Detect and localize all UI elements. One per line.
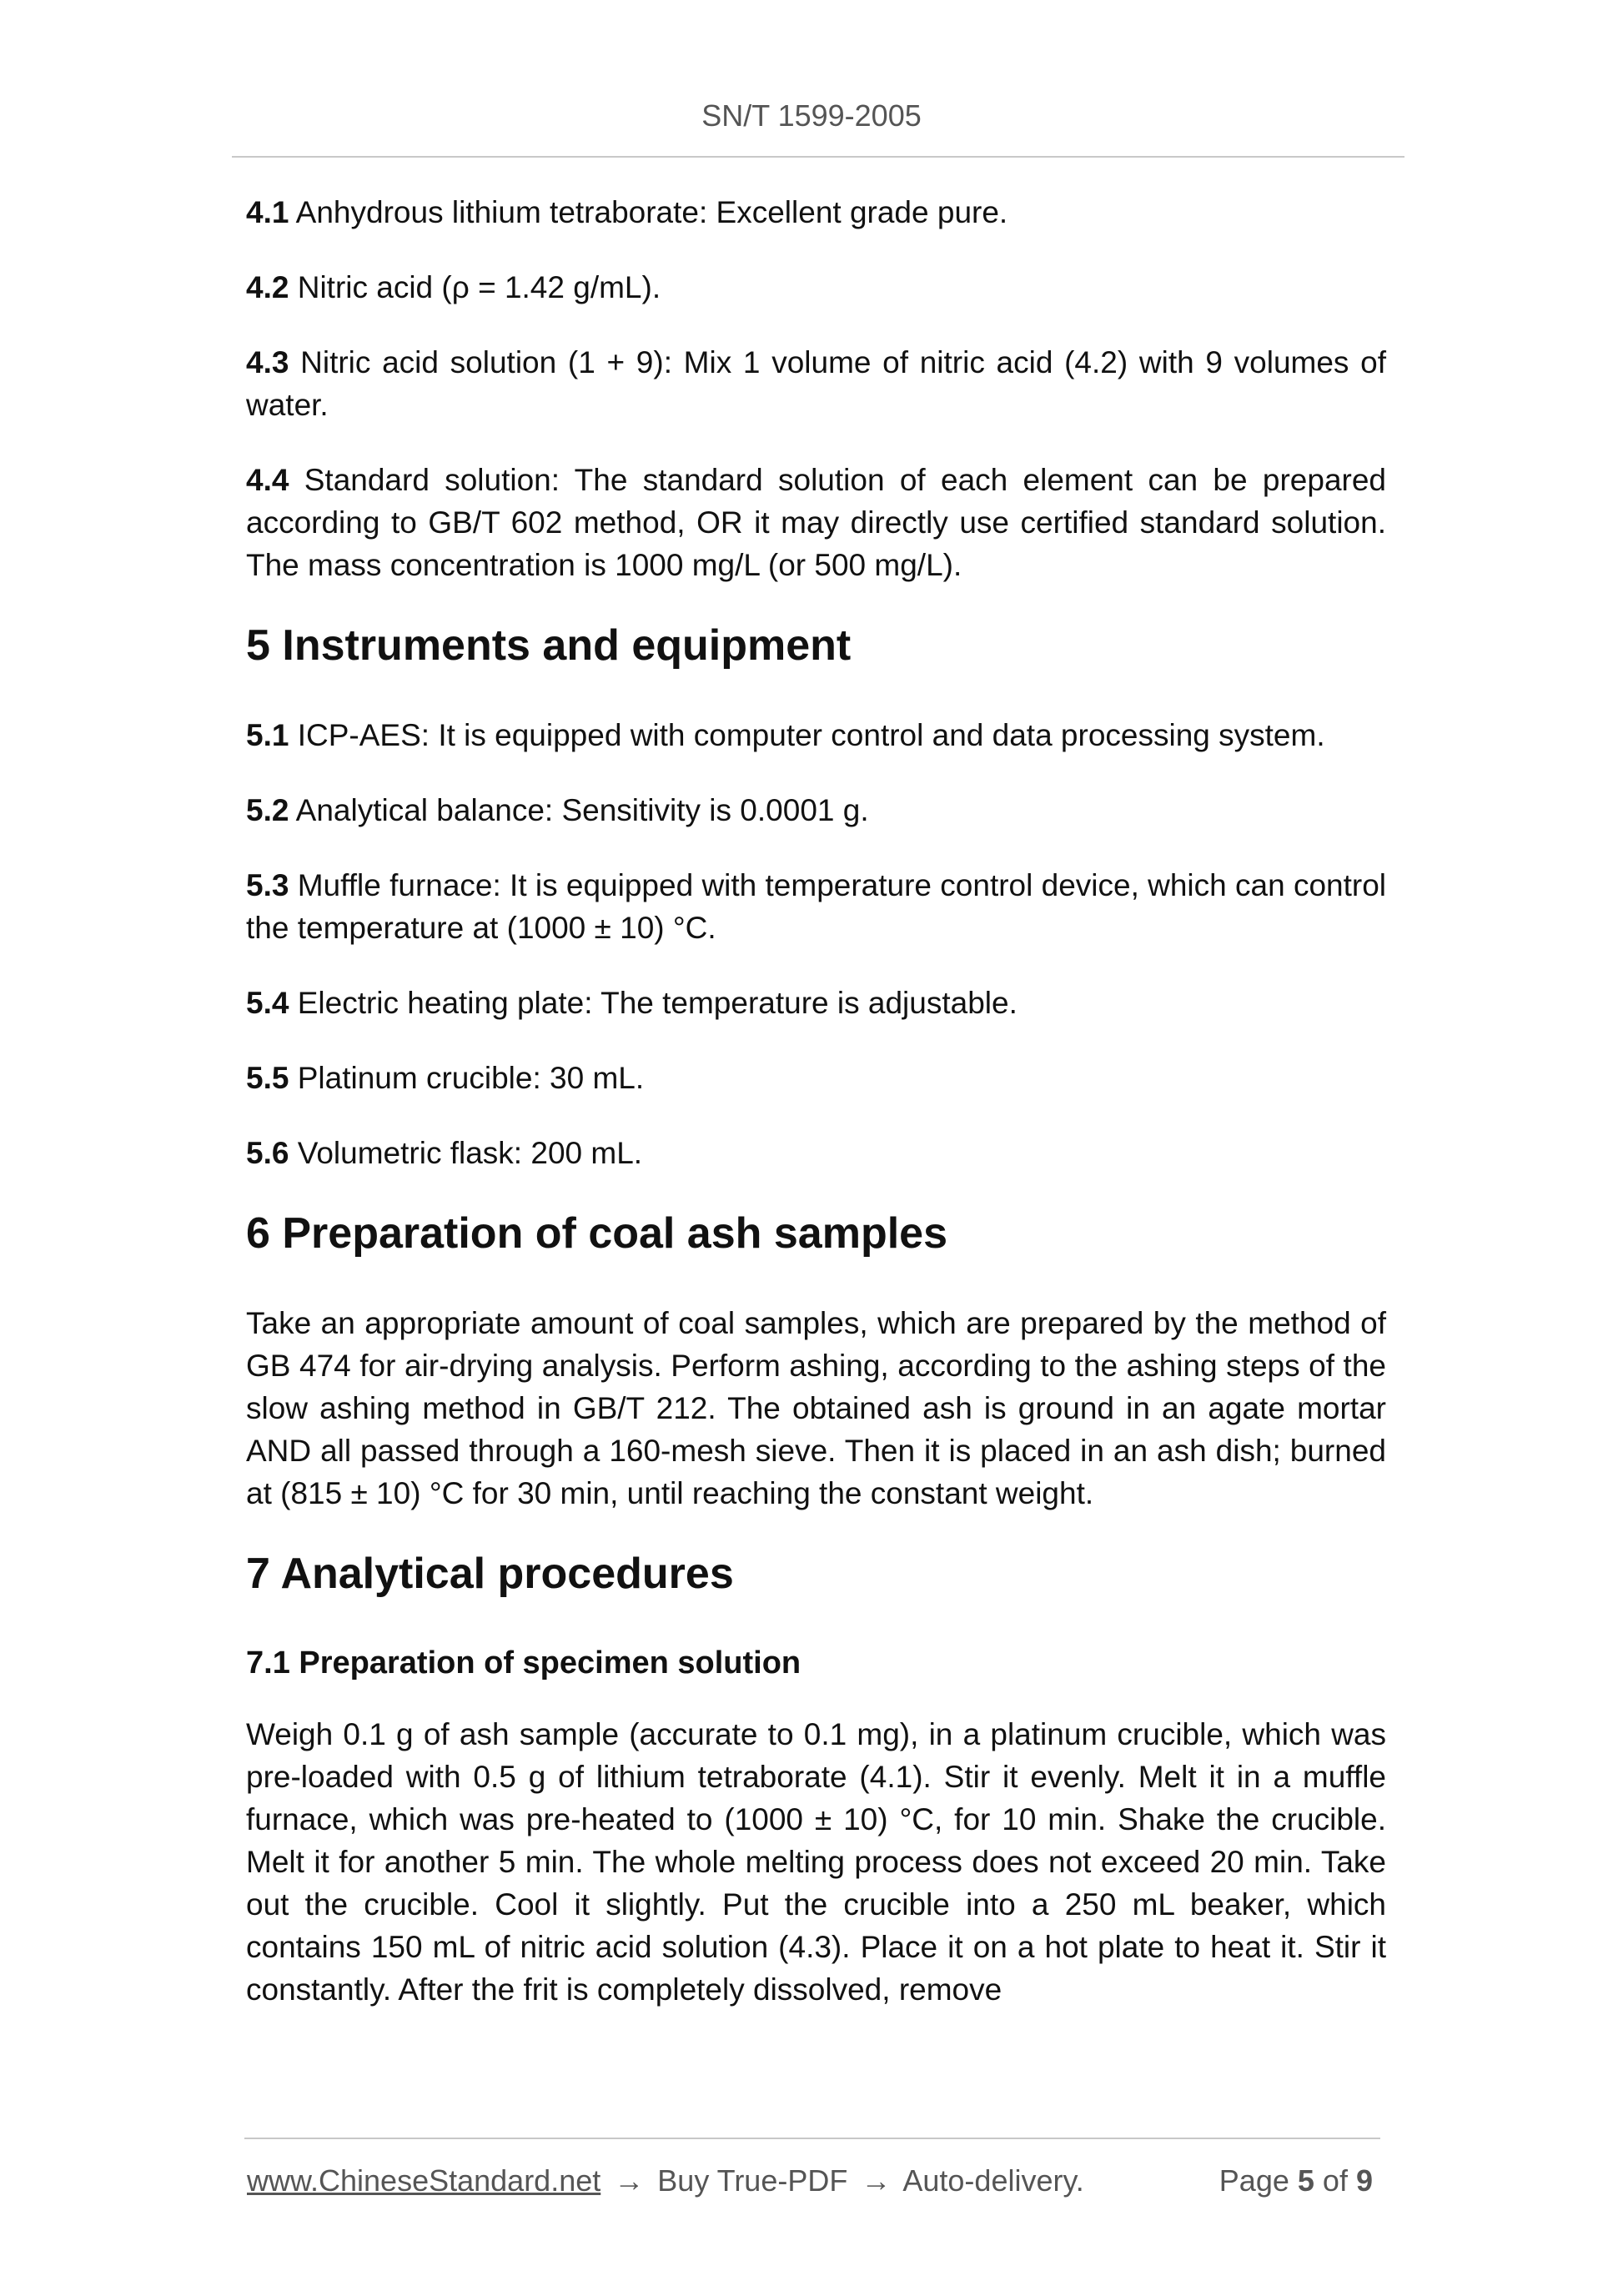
page-label: Page [1219,2163,1289,2198]
clause-4-4 [246,459,1386,586]
clause-text: Anhydrous lithium tetraborate: Excellent grade pure. [289,195,1008,229]
section-7-1-body: Weigh 0.1 g of ash sample (accurate to 0.1 mg), in a platinum crucible, which was pre-loaded with 0.5 g of lithium tetraborate (4.1). Stir it evenly. Melt it in a muffle furnace, which was pre-heated to (1000 ± 10) °C, for 10 min. Shake the crucible. Melt it for another 5 min. The whole melting process does not exceed 20 min. Take out the crucible. Cool it slightly. Put the crucible into a 250 mL beaker, which contains 150 mL of nitric acid solution (4.3). Place it on a hot plate to heat it. Stir it constantly. After the frit is completely dissolved, remove [246,1717,1386,2007]
clause-text: Muffle furnace: It is equipped with temperature control device, which can control the temperature at (1000 ± 10) °C. [246,868,1386,945]
section-5-heading: 5 Instruments and equipment [246,621,852,670]
arrow-right-icon: → [614,2163,645,2198]
clause-number: 5.2 [246,793,289,827]
auto-delivery-text: Auto-delivery. [902,2163,1084,2198]
clause-number: 5.5 [246,1061,289,1095]
clause-text: Volumetric flask: 200 mL. [289,1136,643,1170]
clause-5-6 [246,1132,1386,1174]
header-divider [232,156,1404,158]
clause-number: 4.3 [246,345,289,379]
clause-text: ICP-AES: It is equipped with computer control and data processing system. [289,718,1325,752]
clause-5-1 [246,714,1386,756]
clause-number: 4.2 [246,270,289,304]
clause-number: 5.4 [246,986,289,1020]
page-current: 5 [1297,2163,1314,2198]
page-of: of [1322,2163,1348,2198]
clause-number: 4.1 [246,195,289,229]
clause-number: 4.4 [246,463,289,497]
clause-4-3 [246,341,1386,426]
clause-text: Electric heating plate: The temperature is adjustable. [289,986,1018,1020]
clause-number: 5.6 [246,1136,289,1170]
section-6-heading: 6 Preparation of coal ash samples [246,1209,947,1258]
clause-4-2 [246,266,1386,309]
page-footer [247,2160,1381,2202]
page-total: 9 [1355,2163,1373,2198]
section-7-heading: 7 Analytical procedures [246,1550,734,1598]
clause-5-5 [246,1057,1386,1099]
clause-5-3 [246,864,1386,949]
clause-text: Nitric acid solution (1 + 9): Mix 1 volume of nitric acid (4.2) with 9 volumes of water. [246,345,1386,422]
section-7-1-heading: 7.1 Preparation of specimen solution [246,1645,801,1681]
clause-5-4 [246,982,1386,1024]
clause-4-1 [246,191,1386,234]
buy-true-pdf-text: Buy True-PDF [657,2163,848,2198]
arrow-right-icon: → [861,2163,892,2198]
clause-text: Standard solution: The standard solution of each element can be prepared according to GB/T 602 method, OR it may directly use certified standard solution. The mass concentration is 1000 mg/L (or 500 mg/L). [246,463,1386,582]
footer-promo [247,2160,1084,2202]
document-body [246,191,1386,2043]
section-6-body: Take an appropriate amount of coal samples, which are prepared by the method of GB 474 for air-drying analysis. Perform ashing, according to the ashing steps of the slow ashing method in GB/T 212. The obtained ash is ground in an agate mortar AND all passed through a 160-mesh sieve. Then it is placed in an ash dish; burned at (815 ± 10) °C for 30 min, until reaching the constant weight. [246,1306,1386,1510]
clause-5-2 [246,789,1386,831]
website-link[interactable]: www.ChineseStandard.net [247,2163,601,2198]
page-header-doc-id: SN/T 1599-2005 [701,98,922,133]
clause-number: 5.1 [246,718,289,752]
clause-number: 5.3 [246,868,289,902]
page-indicator [1219,2160,1373,2202]
clause-text: Platinum crucible: 30 mL. [289,1061,645,1095]
clause-text: Analytical balance: Sensitivity is 0.0001 g. [289,793,869,827]
clause-text: Nitric acid (ρ = 1.42 g/mL). [289,270,661,304]
footer-divider [244,2138,1380,2139]
